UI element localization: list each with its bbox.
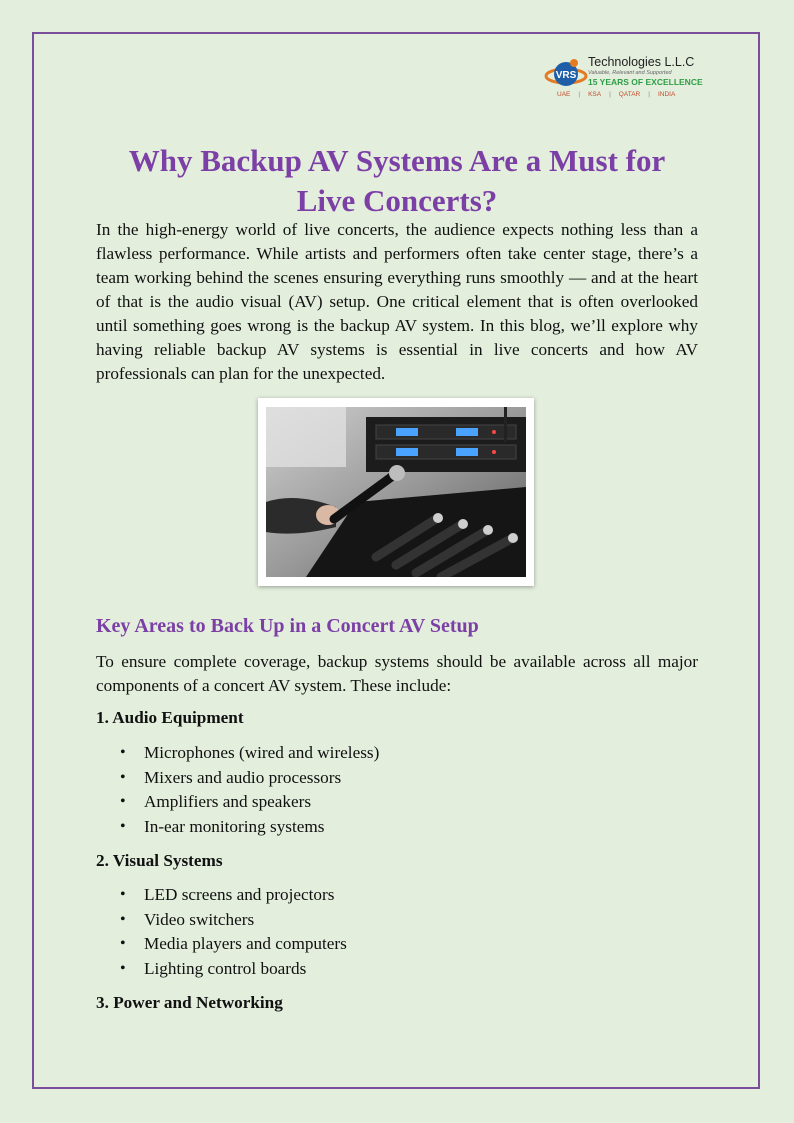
- audio-equipment-list: [96, 741, 379, 839]
- list-item: • Media players and computers: [96, 932, 347, 957]
- company-logo: [544, 52, 724, 104]
- page-title: Why Backup AV Systems Are a Must for Live Concerts?: [128, 143, 666, 218]
- list-item: • Video switchers: [96, 908, 347, 933]
- vrs-logo-icon: [544, 56, 588, 92]
- logo-initials: VRS: [555, 70, 577, 81]
- group-heading-power: 3. Power and Networking: [96, 993, 283, 1012]
- region-ksa: KSA: [588, 91, 602, 98]
- region-india: INDIA: [657, 91, 676, 98]
- intro-paragraph: In the high-energy world of live concerts, the audience expects nothing less than a flawless performance. While artists and performers often take center stage, there’s a team working behind the scenes ensuring everything runs smoothly — and at the heart of that is the audio visual (AV) setup. One critical element that is often overlooked until something goes wrong is the backup AV system. In this blog, we’ll explore why having reliable backup AV systems is essential in live concerts and how AV professionals can plan for the unexpected.: [96, 220, 698, 383]
- list-item: • Mixers and audio processors: [96, 766, 379, 791]
- list-item: • LED screens and projectors: [96, 883, 347, 908]
- list-item: • Amplifiers and speakers: [96, 790, 379, 815]
- group-heading-audio: 1. Audio Equipment: [96, 708, 244, 727]
- group-heading-visual: 2. Visual Systems: [96, 851, 223, 870]
- visual-systems-list: [96, 883, 347, 981]
- microphone-rack-image: [266, 407, 526, 577]
- article-photo: [258, 398, 534, 586]
- region-uae: UAE: [557, 91, 571, 98]
- list-item: • Lighting control boards: [96, 957, 347, 982]
- logo-years-badge: 15 YEARS OF EXCELLENCE: [588, 77, 703, 87]
- logo-company-name: Technologies L.L.C: [588, 55, 695, 69]
- list-item: • Microphones (wired and wireless): [96, 741, 379, 766]
- section-intro: To ensure complete coverage, backup systems should be available across all major components of a concert AV system. These include:: [96, 652, 698, 695]
- logo-tagline: Valuable, Relevant and Supported: [588, 70, 672, 76]
- list-item: • In-ear monitoring systems: [96, 815, 379, 840]
- logo-regions: UAE | KSA | QATAR | INDIA: [557, 91, 676, 98]
- region-qatar: QATAR: [618, 91, 641, 98]
- section-heading: Key Areas to Back Up in a Concert AV Setup: [96, 615, 479, 637]
